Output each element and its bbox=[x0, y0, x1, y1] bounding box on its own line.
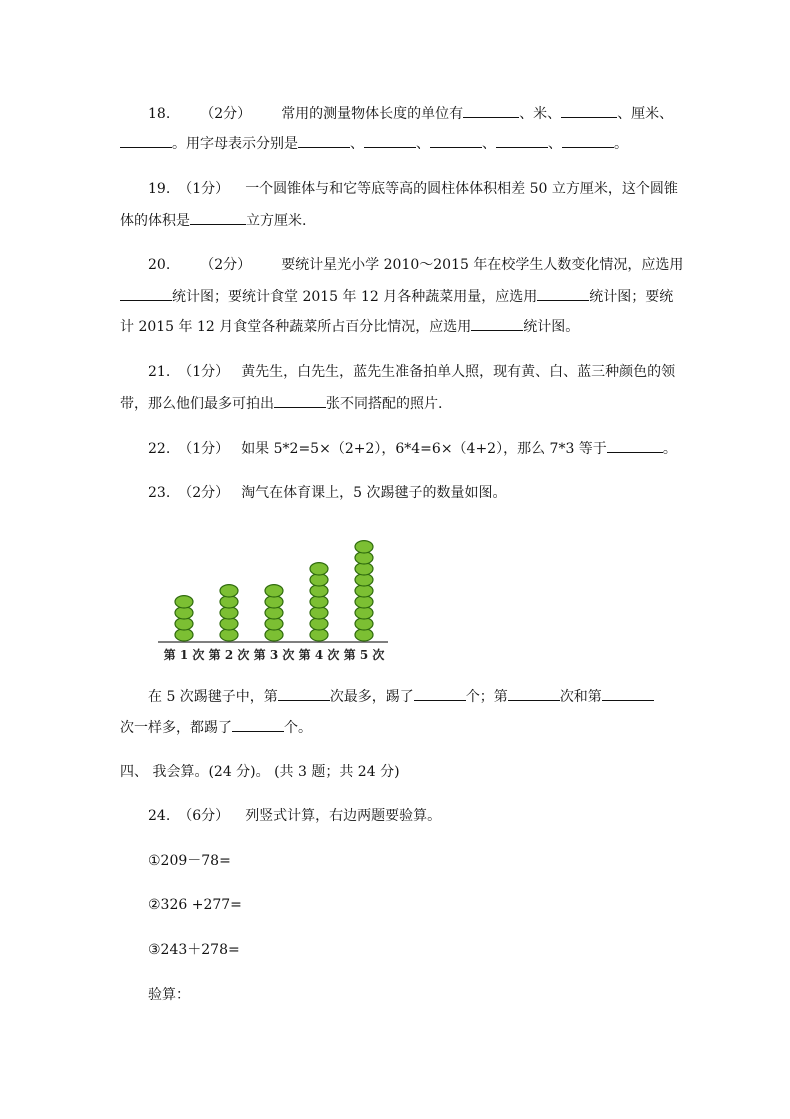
q18-blank-3[interactable] bbox=[120, 133, 172, 148]
category-label: 第 4 次 bbox=[298, 648, 340, 662]
q18-line2 bbox=[120, 133, 628, 154]
q18-blank-4[interactable] bbox=[298, 133, 350, 148]
q21-text-3: 张不同搭配的照片. bbox=[326, 396, 443, 412]
q19-line2 bbox=[120, 210, 306, 231]
q18-text-3: 、厘米、 bbox=[617, 106, 674, 122]
q18-text-2: 、米、 bbox=[519, 106, 562, 122]
q18-number: 18. bbox=[148, 106, 171, 122]
category-label: 第 2 次 bbox=[208, 648, 250, 662]
q23-line1 bbox=[148, 483, 507, 503]
q19-score: （1分） bbox=[178, 181, 230, 197]
q20-blank-3[interactable] bbox=[471, 316, 523, 331]
shuttlecock-stack bbox=[355, 541, 373, 641]
shuttlecock-icon bbox=[175, 596, 193, 608]
q22-text-1: 如果 5*2=5×（2+2），6*4=6×（4+2），那么 7*3 等于 bbox=[241, 441, 607, 457]
q22-end: 。 bbox=[662, 441, 677, 457]
q23-answer-line2 bbox=[120, 717, 312, 738]
shuttlecock-icon bbox=[265, 585, 283, 597]
q24-expression-1: ①209－78= bbox=[148, 853, 231, 869]
q20-text-3: 统计图；要统 bbox=[589, 289, 674, 305]
shuttlecock-icon bbox=[220, 585, 238, 597]
shuttlecock-stack bbox=[220, 585, 238, 641]
q21-line1 bbox=[148, 362, 675, 382]
q19-line1 bbox=[148, 179, 678, 199]
q21-score: （1分） bbox=[178, 364, 230, 380]
q18-sep: 、 bbox=[350, 136, 364, 152]
q18-sep: 、 bbox=[416, 136, 430, 152]
q23-blank-3[interactable] bbox=[508, 686, 560, 701]
shuttlecock-chart bbox=[150, 532, 395, 666]
q18-blank-8[interactable] bbox=[562, 133, 614, 148]
q23-number: 23. bbox=[148, 485, 171, 501]
q19-text-1: 一个圆锥体与和它等底等高的圆柱体体积相差 50 立方厘米，这个圆锥 bbox=[245, 181, 678, 197]
q20-score: （2分） bbox=[200, 257, 252, 273]
q21-text-2: 带，那么他们最多可拍出 bbox=[120, 396, 274, 412]
q24-score: （6分） bbox=[178, 808, 230, 824]
q18-blank-2[interactable] bbox=[561, 103, 617, 118]
q20-text-1: 要统计星光小学 2010～2015 年在校学生人数变化情况，应选用 bbox=[281, 257, 684, 273]
q23-blank-5[interactable] bbox=[232, 717, 284, 732]
q20-text-2: 统计图；要统计食堂 2015 年 12 月各种蔬菜用量，应选用 bbox=[172, 289, 538, 305]
q18-blank-5[interactable] bbox=[364, 133, 416, 148]
q20-line2 bbox=[120, 286, 673, 307]
q24-line1 bbox=[148, 806, 441, 826]
q21-blank[interactable] bbox=[274, 393, 326, 408]
category-label: 第 3 次 bbox=[253, 648, 295, 662]
q18-blank-7[interactable] bbox=[496, 133, 548, 148]
shuttlecock-icon bbox=[355, 541, 373, 553]
q22-score: （1分） bbox=[178, 441, 230, 457]
q19-text-2: 体的体积是 bbox=[120, 213, 190, 229]
shuttlecock-stack bbox=[310, 563, 328, 641]
q18-sep: 、 bbox=[482, 136, 496, 152]
q23-answer-text-5: 次一样多，都踢了 bbox=[120, 720, 232, 736]
q24-number: 24. bbox=[148, 808, 171, 824]
category-label: 第 5 次 bbox=[343, 648, 385, 662]
q24-expression-3: ③243＋278= bbox=[148, 942, 240, 958]
q19-text-3: 立方厘米. bbox=[246, 213, 307, 229]
q20-line3 bbox=[120, 316, 579, 337]
q19-blank[interactable] bbox=[190, 210, 246, 225]
q20-blank-1[interactable] bbox=[120, 286, 172, 301]
section-4-heading: 四、 我会算。(24 分)。 (共 3 题；共 24 分) bbox=[120, 764, 400, 780]
q21-line2 bbox=[120, 393, 442, 414]
q23-blank-2[interactable] bbox=[414, 686, 466, 701]
q23-answer-text-4: 次和第 bbox=[559, 689, 602, 705]
q23-text-1: 淘气在体育课上，5 次踢毽子的数量如图。 bbox=[241, 485, 507, 501]
q22-blank[interactable] bbox=[607, 438, 663, 453]
q24-text-1: 列竖式计算，右边两题要验算。 bbox=[245, 808, 442, 824]
q23-answer-text-2: 次最多，踢了 bbox=[329, 689, 414, 705]
q23-answer-line1 bbox=[148, 686, 654, 707]
q18-text-1: 常用的测量物体长度的单位有 bbox=[281, 106, 464, 122]
q18-score: （2分） bbox=[200, 106, 252, 122]
category-label: 第 1 次 bbox=[163, 648, 205, 662]
shuttlecock-icon bbox=[310, 563, 328, 575]
q18-end: 。 bbox=[614, 136, 628, 152]
q23-answer-text-3: 个；第 bbox=[465, 689, 508, 705]
q23-answer-text-6: 个。 bbox=[284, 720, 312, 736]
q20-text-4: 计 2015 年 12 月食堂各种蔬菜所占百分比情况，应选用 bbox=[120, 319, 472, 335]
q18-blank-6[interactable] bbox=[430, 133, 482, 148]
q23-blank-4[interactable] bbox=[602, 686, 654, 701]
shuttlecock-stack bbox=[265, 585, 283, 641]
q21-text-1: 黄先生，白先生，蓝先生准备拍单人照，现有黄、白、蓝三种颜色的领 bbox=[241, 364, 676, 380]
q18-blank-1[interactable] bbox=[463, 103, 519, 118]
q20-line1 bbox=[148, 255, 683, 275]
q24-expression-2: ②326 +277= bbox=[148, 897, 242, 913]
q20-text-5: 统计图。 bbox=[523, 319, 580, 335]
q20-blank-2[interactable] bbox=[537, 286, 589, 301]
q24-check-label: 验算： bbox=[148, 987, 190, 1003]
q22-number: 22. bbox=[148, 441, 171, 457]
q22-line1 bbox=[148, 438, 677, 459]
q23-score: （2分） bbox=[178, 485, 230, 501]
q23-blank-1[interactable] bbox=[278, 686, 330, 701]
shuttlecock-stack bbox=[175, 596, 193, 641]
q23-answer-text-1: 在 5 次踢毽子中，第 bbox=[148, 689, 278, 705]
q18-text-4: 。用字母表示分别是 bbox=[172, 136, 298, 152]
q18-line1 bbox=[148, 103, 673, 124]
q19-number: 19. bbox=[148, 181, 171, 197]
q18-sep: 、 bbox=[548, 136, 562, 152]
q21-number: 21. bbox=[148, 364, 171, 380]
q20-number: 20. bbox=[148, 257, 171, 273]
